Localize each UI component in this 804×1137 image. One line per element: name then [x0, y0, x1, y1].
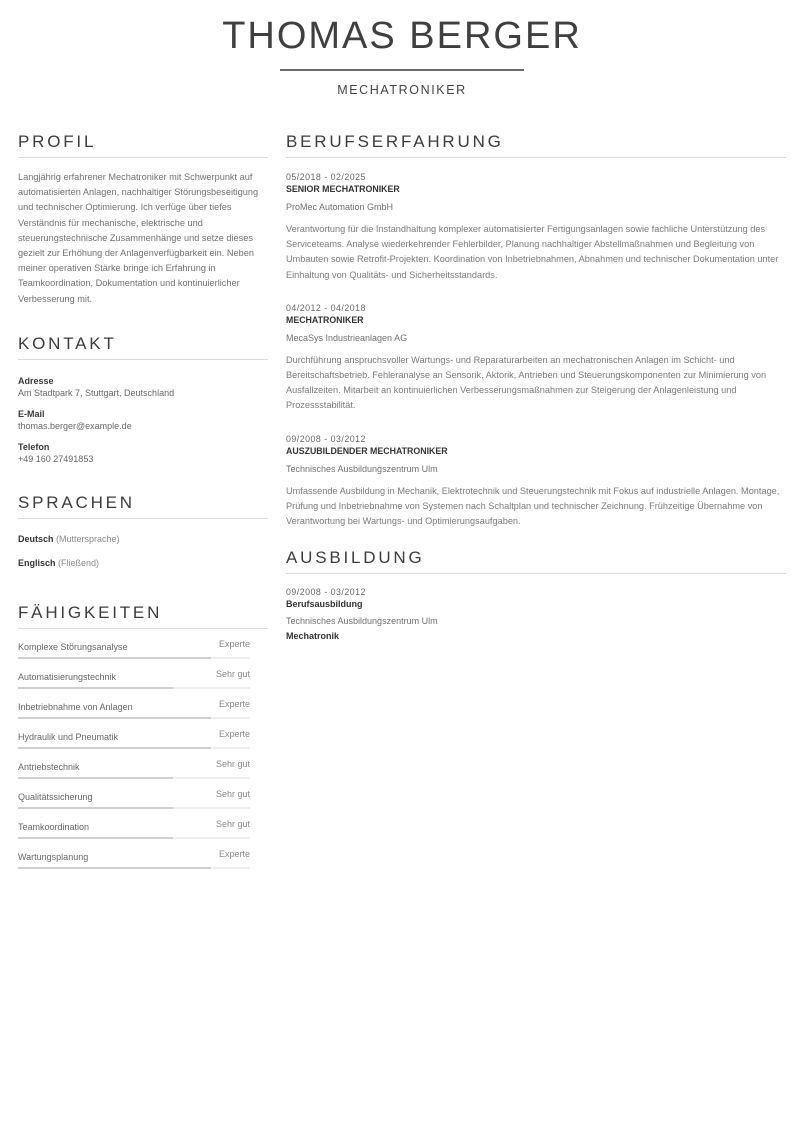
- skill-item: [18, 809, 250, 839]
- skill-bar-fill: [18, 867, 211, 869]
- kontakt-heading: KONTAKT: [18, 333, 268, 360]
- skill-item: [18, 719, 250, 749]
- job-title: MECHATRONIKER: [337, 83, 467, 97]
- job-description: Verantwortung für die Instandhaltung komplexer automatisierter Fertigungsanlagen sowie fachliche Unterstützung des Serviceteams. Analyse wiederkehrender Fehlerbilder, Planung nachhaltiger Abstellmaßnahmen und Begleitung von Umbauten sowie Retrofit-Projekten. Koordination von Inbetriebnahmen, Abnahmen und technischer Dokumentation unter Einhaltung von Qualitäts- und Sicherheitsstandards.: [286, 224, 779, 280]
- skill-name: Qualitätssicherung: [18, 791, 93, 802]
- ausbildung-heading: AUSBILDUNG: [286, 547, 786, 574]
- skill-name: Komplexe Störungsanalyse: [18, 641, 128, 652]
- education-degree: Berufsausbildung: [286, 599, 363, 610]
- job-date: 05/2018 - 02/2025: [286, 172, 366, 182]
- skill-item: [18, 779, 250, 809]
- skill-name: Inbetriebnahme von Anlagen: [18, 701, 133, 712]
- skill-level: Sehr gut: [215, 758, 250, 769]
- skill-item: [18, 629, 250, 659]
- language-item: [18, 557, 268, 569]
- skill-level: Experte: [218, 848, 250, 859]
- language-level: (Muttersprache): [56, 533, 120, 544]
- skill-name: Hydraulik und Pneumatik: [18, 731, 119, 742]
- job-description: Umfassende Ausbildung in Mechanik, Elektrotechnik und Steuerungstechnik mit Fokus auf industrielle Anlagen. Montage, Prüfung und Inbetriebnahme von Systemen nach Schaltplan und technischer Zeichnung. Frühzeitige Übernahme von Verantwortung bei Wartungs- und Optimierungsaufgaben.: [286, 485, 780, 527]
- skill-item: [18, 749, 250, 779]
- sprachen-heading: SPRACHEN: [18, 492, 268, 519]
- adresse-value: Am Stadtpark 7, Stuttgart, Deutschland: [18, 387, 175, 398]
- job-company: ProMec Automation GmbH: [286, 202, 394, 212]
- left-column: [18, 131, 268, 869]
- job-description: Durchführung anspruchsvoller Wartungs- und Reparaturarbeiten an mechatronischen Anlagen im Schicht- und Bereitschaftsbetrieb. Fehleranalyse an Sensorik, Aktorik, Antrieben und Steuerungskomponenten zur Minimierung von Ausfallzeiten. Mitarbeit an kontinuierlichen Verbesserungsmaßnahmen zur Steigerung der Anlagenleistung und Prozessstabilität.: [286, 354, 767, 411]
- skill-item: [18, 839, 250, 869]
- sprachen-section: [18, 492, 268, 569]
- name-divider: [280, 69, 524, 71]
- job-entry: [286, 434, 786, 530]
- kontakt-section: [18, 333, 268, 465]
- telefon-label: Telefon: [18, 441, 50, 452]
- skill-item: [18, 689, 250, 719]
- faehigkeiten-heading: FÄHIGKEITEN: [18, 602, 268, 629]
- telefon-value: +49 160 27491853: [18, 453, 94, 464]
- profil-text: Langjährig erfahrener Mechatroniker mit Schwerpunkt auf automatisierten Anlagen, nachhaltiger Störungsbeseitigung und technischer Optimierung. Ich verfüge über tiefes Verständnis für mechanische, elektrische und steuerungstechnische Zusammenhänge und setze dieses gezielt zur Erhöhung der Anlagenverfügbarkeit ein. Neben meiner operativen Stärke bringe ich Erfahrung in Teamkoordination, Dokumentation und kontinuierlicher Verbesserung mit.: [18, 172, 259, 304]
- skill-bar-track: [18, 867, 250, 869]
- skill-level: Sehr gut: [215, 818, 250, 829]
- language-item: [18, 533, 268, 545]
- skill-list: [18, 629, 268, 869]
- adresse-label: Adresse: [18, 375, 54, 386]
- berufserfahrung-heading: BERUFSERFAHRUNG: [286, 131, 786, 158]
- email-link[interactable]: thomas.berger@example.de: [18, 420, 132, 431]
- skill-level: Experte: [218, 698, 250, 709]
- education-field: Mechatronik: [286, 631, 340, 642]
- education-date: 09/2008 - 03/2012: [286, 587, 366, 598]
- language-name: Deutsch: [18, 533, 54, 544]
- education-entry: [286, 587, 786, 643]
- skill-level: Experte: [218, 728, 250, 739]
- profil-heading: PROFIL: [18, 131, 268, 158]
- language-level: (Fließend): [58, 557, 100, 568]
- job-role: AUSZUBILDENDER MECHATRONIKER: [286, 445, 448, 456]
- berufserfahrung-section: [286, 131, 786, 529]
- job-entry: [286, 303, 786, 414]
- skill-name: Teamkoordination: [18, 821, 90, 832]
- job-entry: [286, 172, 786, 283]
- resume-header: [0, 0, 804, 97]
- education-school: Technisches Ausbildungszentrum Ulm: [286, 616, 438, 627]
- skill-name: Automatisierungstechnik: [18, 671, 117, 682]
- job-date: 09/2008 - 03/2012: [286, 433, 366, 444]
- language-name: Englisch: [18, 557, 56, 568]
- job-role: SENIOR MECHATRONIKER: [286, 184, 400, 194]
- skill-level: Sehr gut: [215, 668, 250, 679]
- email-label: E-Mail: [18, 408, 45, 419]
- right-column: [286, 131, 786, 643]
- job-date: 04/2012 - 04/2018: [286, 302, 366, 313]
- job-company: MecaSys Industrieanlagen AG: [286, 332, 408, 343]
- skill-level: Sehr gut: [215, 788, 250, 799]
- skill-name: Wartungsplanung: [18, 851, 89, 862]
- person-name: THOMAS BERGER: [222, 15, 582, 57]
- skill-item: [18, 659, 250, 689]
- job-company: Technisches Ausbildungszentrum Ulm: [286, 463, 438, 474]
- skill-level: Experte: [218, 638, 250, 649]
- ausbildung-section: [286, 547, 786, 643]
- job-role: MECHATRONIKER: [286, 314, 364, 325]
- profil-section: [18, 131, 268, 307]
- faehigkeiten-section: [18, 602, 268, 869]
- skill-name: Antriebstechnik: [18, 761, 80, 772]
